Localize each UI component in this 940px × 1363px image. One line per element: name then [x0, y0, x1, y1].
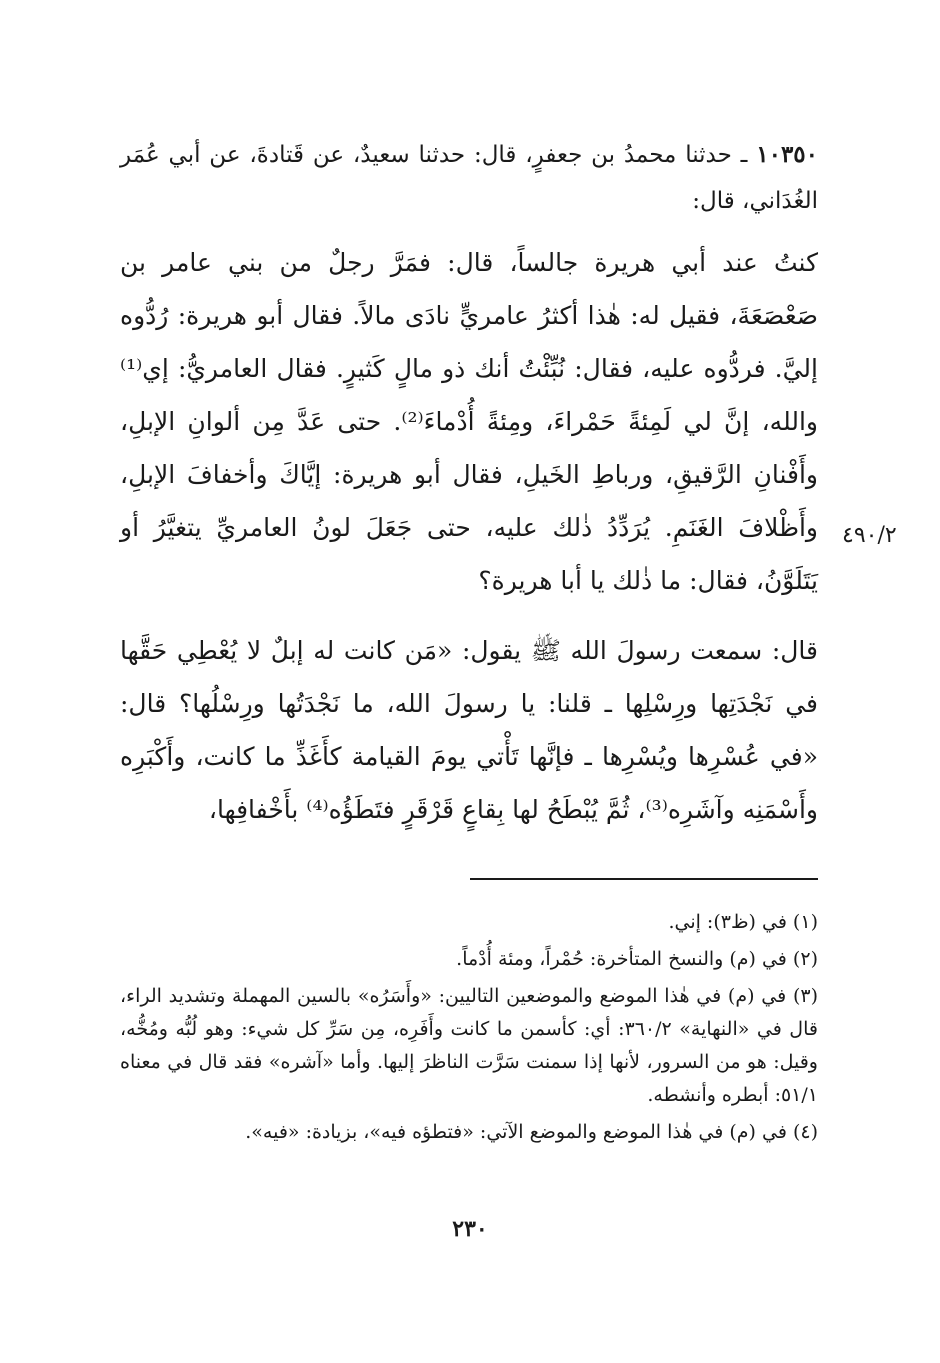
- footnote-separator-rule: [470, 878, 818, 880]
- hadith-isnad-paragraph: [120, 132, 818, 224]
- hadith-text-paragraph-1: كنتُ عند أبي هريرة جالساً، قال: فمَرَّ رجلٌ من بني عامر بن صَعْصَعَةَ، فقيل له: هٰذا أكثرُ عامريٍّ نادَى مالاً. فقال أبو هريرة: رُدُّوه إليَّ. فردُّوه عليه، فقال: نُبِّئْتُ أنك ذو مالٍ كَثيرٍ. فقال العامريُّ: إي⁽¹⁾ والله، إنَّ لي لَمِئةً حَمْراءَ، ومِئةً أُدْماءَ⁽²⁾. حتى عَدَّ مِن ألوانِ الإبلِ، وأَفْنانِ الرَّقيقِ، ورباطِ الخَيلِ، فقال أبو هريرة: إيَّاكَ وأخفافَ الإبلِ، وأَظْلافَ الغَنَمِ. يُرَدِّدُ ذٰلك عليه، حتى جَعَلَ لونُ العامريِّ يتغيَّرُ أو يَتَلَوَّنُ، فقال: ما ذٰلك يا أبا هريرة؟: [120, 248, 818, 595]
- margin-volume-page-reference: ٤٩٠/٢: [842, 523, 897, 548]
- footnote-1: (١) في (ظ٣): إني.: [668, 911, 818, 933]
- hadith-isnad: ـ حدثنا محمدُ بن جعفرٍ، قال: حدثنا سعيدٌ، عن قَتادةَ، عن أبي عُمَر الغُدَاني، قال:: [120, 142, 818, 214]
- footnote-2: (٢) في (م) والنسخ المتأخرة: حُمْراً، ومئة أُدْماً.: [456, 948, 818, 970]
- footnote-3: (٣) في (م) في هٰذا الموضع والموضعين التاليين: «وأَسَرُه» بالسين المهملة وتشديد الراء، قال في «النهاية» ٣٦٠/٢: أي: كأسمن ما كانت وأَفَرِه، مِن سَرِّ كل شيء: وهو لُبُّه ومُخُّه، وقيل: هو من السرور، لأنها إذا سمنت سَرَّت الناظرَ إليها. وأما «آشره» فقد قال في معناه ٥١/١: أبطره وأنشطه.: [120, 985, 818, 1106]
- page-number: ٢٣٠: [452, 1216, 488, 1242]
- hadith-text-paragraph-2: قال: سمعت رسولَ الله ﷺ يقول: «مَن كانت له إبلٌ لا يُعْطِي حَقَّها في نَجْدَتِها ورِسْلِها ـ قلنا: يا رسولَ الله، ما نَجْدَتُها ورِسْلُها؟ قال: «في عُسْرِها ويُسْرِها ـ فإنَّها تَأْتي يومَ القيامة كأَغَذِّ ما كانت، وأَكْبَرِه وأَسْمَنِه وآشَرِه⁽³⁾، ثُمَّ يُبْطَحُ لها بِقاعٍ قَرْقَرٍ فتَطَؤُه⁽⁴⁾ بأَخْفافِها،: [120, 636, 818, 824]
- footnotes-section: [120, 906, 818, 1153]
- hadith-number: ١٠٣٥٠: [756, 141, 819, 168]
- footnote-4: (٤) في (م) في هٰذا الموضع والموضع الآتي: «فتطؤه فيه»، بزيادة: «فيه».: [245, 1121, 818, 1143]
